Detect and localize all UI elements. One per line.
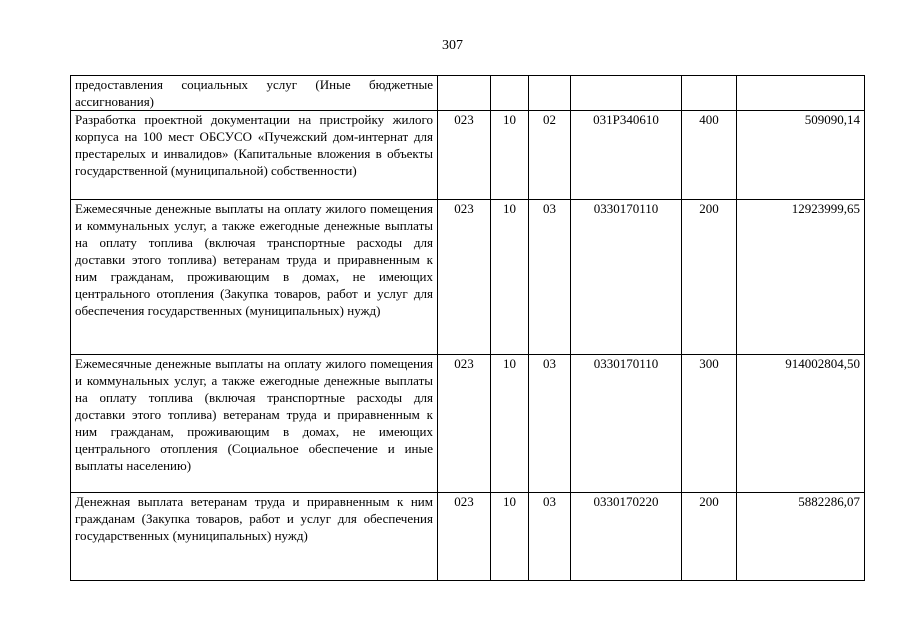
target-article-code [571, 76, 682, 111]
page-number: 307 [442, 38, 463, 53]
subsection-code [529, 76, 571, 111]
expense-type-code [682, 76, 737, 111]
table-row [71, 493, 865, 581]
expense-type-code: 300 [682, 355, 737, 493]
row-description: Денежная выплата ветеранам труда и приравненным к ним гражданам (Закупка товаров, работ и услуг для обеспечения государственных (муниципальных) нужд) [71, 493, 438, 581]
expense-type-code: 200 [682, 493, 737, 581]
amount-value: 12923999,65 [737, 200, 865, 355]
expense-type-code: 200 [682, 200, 737, 355]
section-code: 10 [491, 111, 529, 200]
section-code: 10 [491, 493, 529, 581]
table-row [71, 111, 865, 200]
subsection-code: 03 [529, 493, 571, 581]
target-article-code: 0330170110 [571, 355, 682, 493]
subsection-code: 03 [529, 355, 571, 493]
expense-type-code: 400 [682, 111, 737, 200]
ministry-code: 023 [438, 493, 491, 581]
ministry-code: 023 [438, 200, 491, 355]
subsection-code: 03 [529, 200, 571, 355]
ministry-code [438, 76, 491, 111]
section-code: 10 [491, 355, 529, 493]
ministry-code: 023 [438, 355, 491, 493]
amount-value [737, 76, 865, 111]
budget-table [70, 75, 865, 581]
target-article-code: 0330170220 [571, 493, 682, 581]
target-article-code: 0330170110 [571, 200, 682, 355]
target-article-code: 031P340610 [571, 111, 682, 200]
amount-value: 509090,14 [737, 111, 865, 200]
section-code: 10 [491, 200, 529, 355]
table-row [71, 200, 865, 355]
row-description: Ежемесячные денежные выплаты на оплату жилого помещения и коммунальных услуг, а также ежегодные денежные выплаты на оплату топлива (включая транспортные расходы для доставки этого топлива) ветеранам труда и приравненным к ним гражданам, проживающим в домах, не имеющих центрального отопления (Закупка товаров, работ и услуг для обеспечения государственных (муниципальных) нужд) [71, 200, 438, 355]
row-description: Ежемесячные денежные выплаты на оплату жилого помещения и коммунальных услуг, а также ежегодные денежные выплаты на оплату топлива (включая транспортные расходы для доставки этого топлива) ветеранам труда и приравненным к ним гражданам, проживающим в домах, не имеющих центрального отопления (Социальное обеспечение и иные выплаты населению) [71, 355, 438, 493]
subsection-code: 02 [529, 111, 571, 200]
table-row [71, 355, 865, 493]
table-row [71, 76, 865, 111]
row-description: предоставления социальных услуг (Иные бюджетные ассигнования) [71, 76, 438, 111]
section-code [491, 76, 529, 111]
row-description: Разработка проектной документации на пристройку жилого корпуса на 100 мест ОБСУСО «Пучежский дом-интернат для престарелых и инвалидов» (Капитальные вложения в объекты государственной (муниципальной) собственности) [71, 111, 438, 200]
amount-value: 914002804,50 [737, 355, 865, 493]
ministry-code: 023 [438, 111, 491, 200]
amount-value: 5882286,07 [737, 493, 865, 581]
